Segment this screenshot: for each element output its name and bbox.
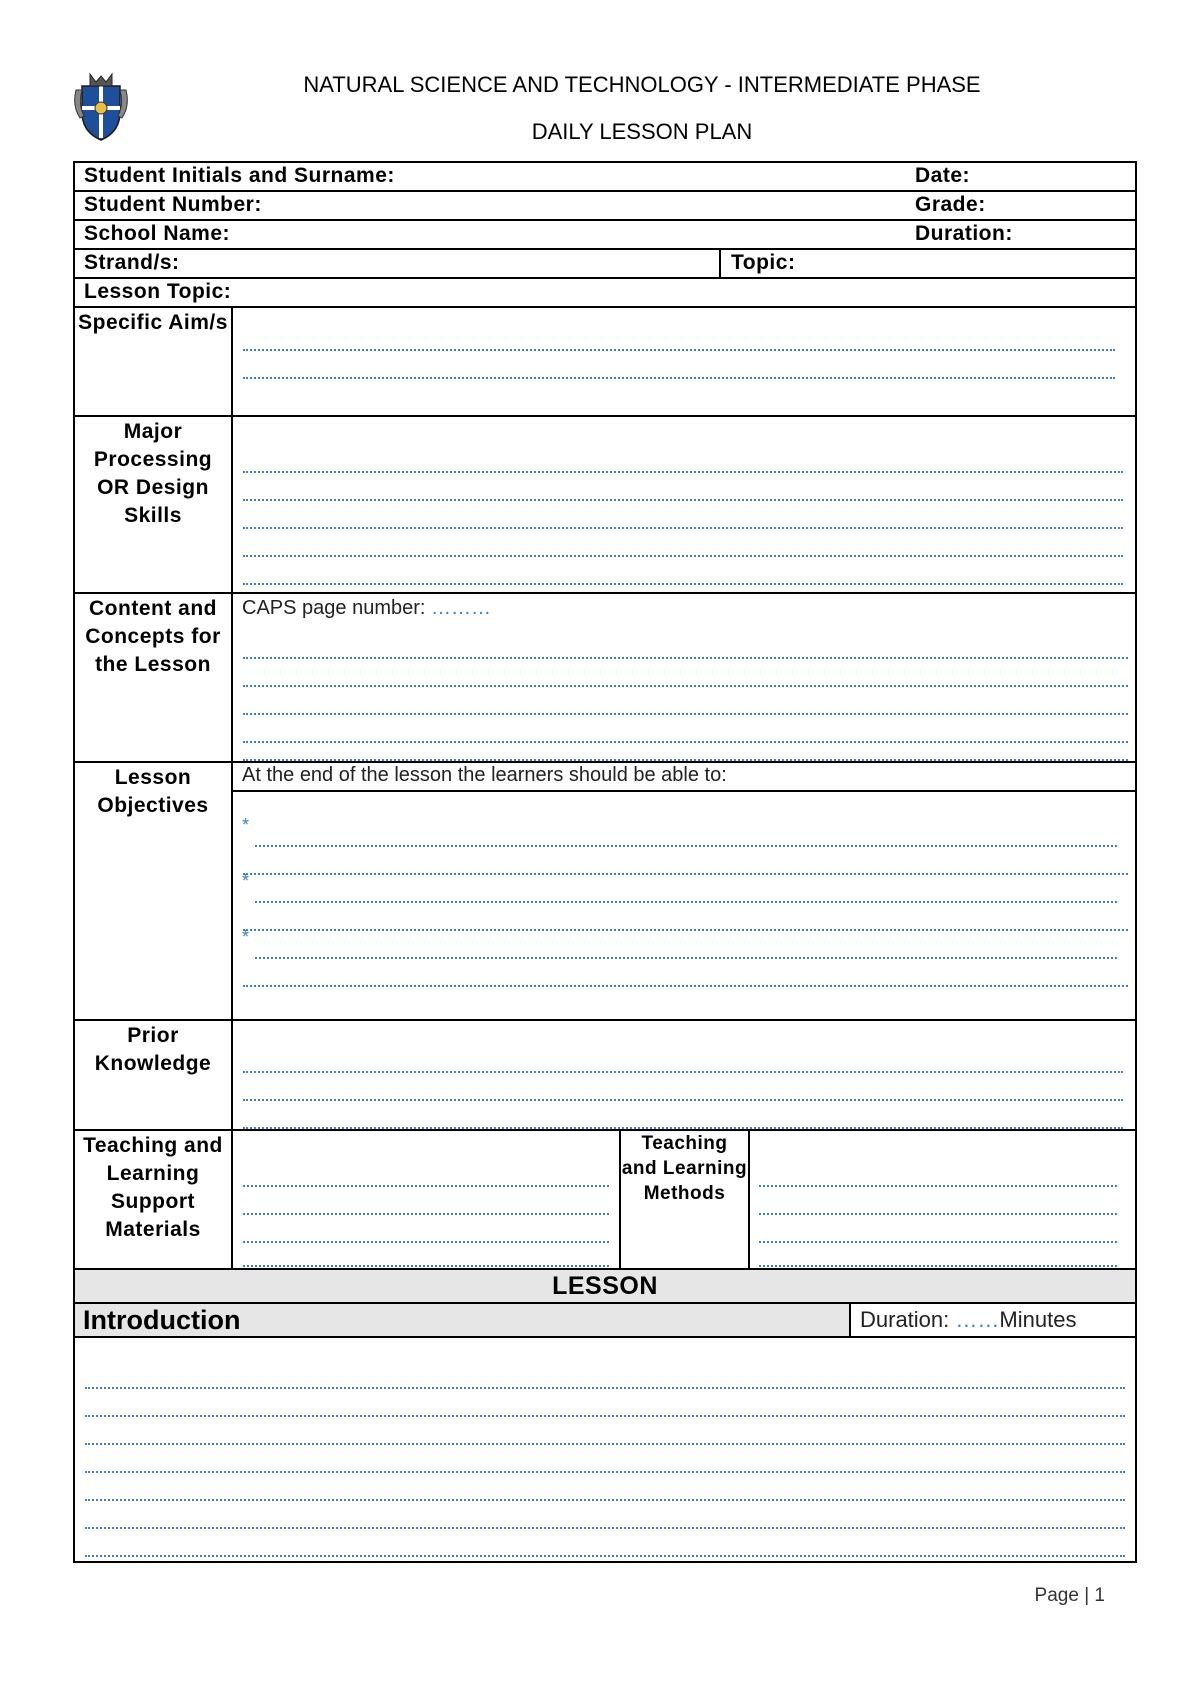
processing-skills-label: Major Processing OR Design Skills (93, 420, 213, 527)
skills-line (243, 507, 1123, 529)
methods-line (759, 1221, 1117, 1243)
objective-bullet: * (242, 815, 250, 835)
support-materials-label: Teaching and Learning Support Materials (83, 1134, 223, 1241)
methods-line (759, 1165, 1117, 1187)
skills-line (243, 451, 1123, 473)
school-name-label: School Name: (84, 222, 231, 245)
introduction-line (85, 1535, 1125, 1557)
prior-knowledge-label: Prior Knowledge (94, 1024, 212, 1075)
materials-line (243, 1165, 609, 1187)
strands-label: Strand/s: (84, 251, 180, 274)
methods-line (759, 1193, 1117, 1215)
methods-line (759, 1249, 1117, 1267)
content-line (243, 721, 1128, 743)
introduction-line (85, 1367, 1125, 1389)
content-line (243, 693, 1128, 715)
student-number-label: Student Number: (84, 193, 262, 216)
lesson-objectives-label: Lesson Objectives (97, 766, 209, 817)
aims-line (243, 329, 1115, 351)
content-line (243, 665, 1128, 687)
document-title: NATURAL SCIENCE AND TECHNOLOGY - INTERMEDIATE PHASE (303, 72, 981, 97)
document-subtitle: DAILY LESSON PLAN (531, 119, 753, 144)
content-line (243, 637, 1128, 659)
objectives-intro: At the end of the lesson the learners should be able to: (242, 764, 727, 786)
introduction-line (85, 1451, 1125, 1473)
prior-line (243, 1079, 1123, 1101)
objective-line (243, 965, 1128, 987)
topic-label: Topic: (731, 251, 796, 274)
objective-line (255, 881, 1117, 903)
introduction-duration: Duration: ……Minutes (860, 1307, 1077, 1332)
prior-line (243, 1107, 1123, 1129)
page-footer (1035, 1585, 1105, 1607)
lesson-topic-label: Lesson Topic: (84, 280, 232, 303)
introduction-line (85, 1423, 1125, 1445)
objective-line (243, 853, 1128, 875)
duration-label: Duration: (915, 222, 1013, 245)
introduction-heading: Introduction (83, 1305, 241, 1335)
introduction-line (85, 1479, 1125, 1501)
objective-bullet: * (242, 871, 250, 891)
materials-line (243, 1193, 609, 1215)
objective-line (255, 937, 1117, 959)
materials-line (243, 1249, 609, 1267)
lesson-plan-form (73, 161, 1137, 1563)
content-concepts-label: Content and Concepts for the Lesson (85, 597, 221, 676)
date-label: Date: (915, 164, 971, 187)
lesson-heading: LESSON (552, 1272, 658, 1300)
page-number: 1 (1094, 1585, 1105, 1606)
specific-aims-label: Specific Aim/s (78, 311, 228, 334)
content-line (243, 747, 1128, 761)
materials-line (243, 1221, 609, 1243)
learning-methods-label: Teaching and Learning Methods (621, 1133, 748, 1204)
objective-bullet: * (242, 927, 250, 947)
grade-label: Grade: (915, 193, 986, 216)
objective-line (255, 825, 1117, 847)
caps-page-number: CAPS page number: ……… (242, 597, 491, 619)
introduction-line (85, 1507, 1125, 1529)
introduction-line (85, 1395, 1125, 1417)
student-name-label: Student Initials and Surname: (84, 164, 395, 187)
objective-line (243, 909, 1128, 931)
prior-line (243, 1051, 1123, 1073)
skills-line (243, 479, 1123, 501)
skills-line (243, 563, 1123, 585)
aims-line (243, 357, 1115, 379)
skills-line (243, 535, 1123, 557)
page-label: Page | (1034, 1585, 1090, 1606)
